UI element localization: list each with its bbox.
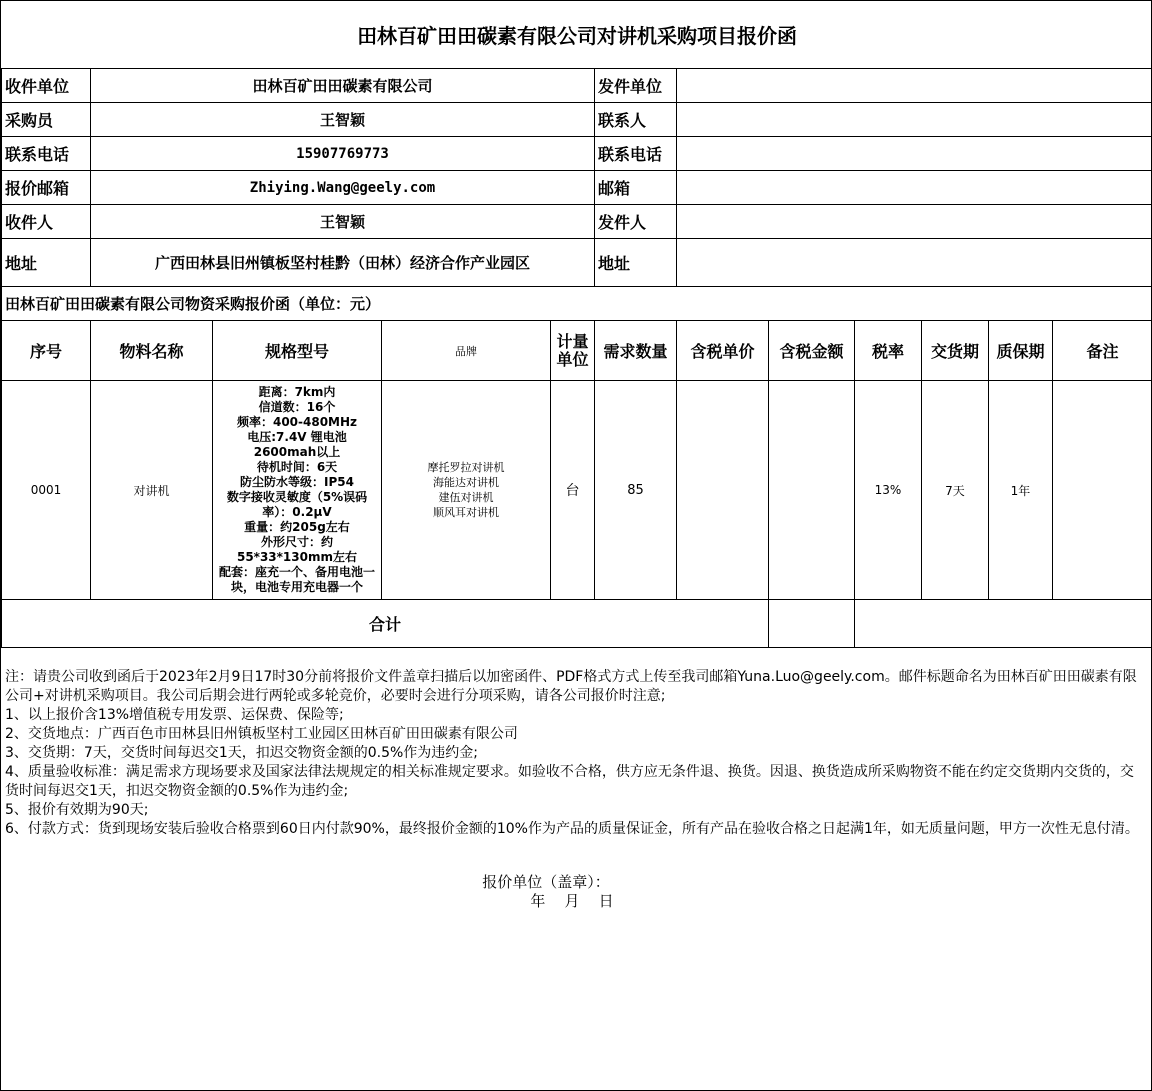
note-intro: 注：请贵公司收到函后于2023年2月9日17时30分前将报价文件盖章扫描后以加密函件、PDF格式方式上传至我司邮箱Yuna.Luo@geely.com。邮件标题命名为田林百矿田田碳素有限公司+对讲机采购项目。我公司后期会进行两轮或多轮竞价，必要时会进行分项采购，请各公司报价时注意; [5, 669, 1137, 704]
phone-value: 15907769773 [91, 137, 595, 171]
item-unit: 台 [551, 381, 595, 600]
notes-section [1, 648, 1151, 839]
item-name: 对讲机 [91, 381, 213, 600]
note-item: 5、报价有效期为90天; [5, 802, 149, 818]
spec-line: 重量：约205g左右 [244, 520, 350, 534]
note-item: 2、交货地点：广西百色市田林县旧州镇板坚村工业园区田林百矿田田碳素有限公司 [5, 726, 518, 742]
total-label: 合计 [2, 600, 769, 648]
buyer-label: 采购员 [2, 103, 91, 137]
item-warranty: 1年 [989, 381, 1053, 600]
sender-phone-value[interactable] [677, 137, 1152, 171]
email-value[interactable] [677, 171, 1152, 205]
item-qty: 85 [595, 381, 677, 600]
item-unit-price[interactable] [677, 381, 769, 600]
spec-line: 距离：7km内 [258, 385, 336, 399]
recipient-label: 收件人 [2, 205, 91, 239]
buyer-value: 王智颖 [91, 103, 595, 137]
quote-email-value: Zhiying.Wang@geely.com [91, 171, 595, 205]
sender-address-label: 地址 [595, 239, 677, 287]
quote-email-label: 报价邮箱 [2, 171, 91, 205]
col-header-spec: 规格型号 [213, 321, 382, 381]
spec-line: 待机时间：6天 [256, 460, 338, 474]
col-header-tax: 税率 [855, 321, 922, 381]
sender-unit-value[interactable] [677, 69, 1152, 103]
sender-address-value[interactable] [677, 239, 1152, 287]
total-amount[interactable] [769, 600, 855, 648]
receiver-unit-label: 收件单位 [2, 69, 91, 103]
col-header-no: 序号 [2, 321, 91, 381]
contact-label: 联系人 [595, 103, 677, 137]
address-value: 广西田林县旧州镇板坚村桂黔（田林）经济合作产业园区 [91, 239, 595, 287]
spec-line: 频率：400-480MHz [236, 415, 358, 429]
contact-value[interactable] [677, 103, 1152, 137]
item-spec [213, 381, 382, 600]
column-header-row [2, 321, 1152, 381]
brand-option: 顺风耳对讲机 [433, 506, 499, 519]
signature-date-line: 年 月 日 [530, 892, 614, 910]
col-header-warranty: 质保期 [989, 321, 1053, 381]
col-header-brand: 品牌 [382, 321, 551, 381]
col-header-unit-price: 含税单价 [677, 321, 769, 381]
page-title: 田林百矿田田碳素有限公司对讲机采购项目报价函 [2, 1, 1152, 69]
sender-phone-label: 联系电话 [595, 137, 677, 171]
item-remark[interactable] [1053, 381, 1152, 600]
recipient-value: 王智颖 [91, 205, 595, 239]
col-header-delivery: 交货期 [922, 321, 989, 381]
item-tax: 13% [855, 381, 922, 600]
brand-option: 建伍对讲机 [438, 491, 494, 504]
address-label: 地址 [2, 239, 91, 287]
note-item: 3、交货期：7天，交货时间每迟交1天，扣迟交物资金额的0.5%作为违约金; [5, 745, 479, 761]
note-item: 6、付款方式：货到现场安装后验收合格票到60日内付款90%，最终报价金额的10%作为产品的质量保证金，所有产品在验收合格之日起满1年，如无质量问题，甲方一次性无息付清。 [5, 821, 1139, 837]
section-title: 田林百矿田田碳素有限公司物资采购报价函（单位：元） [2, 287, 1152, 321]
note-item: 4、质量验收标准：满足需求方现场要求及国家法律法规规定的相关标准规定要求。如验收不合格，供方应无条件退、换货。因退、换货造成所采购物资不能在约定交货期内交货的，交货时间每迟交1天，扣迟交物资金额的0.5%作为违约金; [5, 764, 1134, 799]
sender-unit-label: 发件单位 [595, 69, 677, 103]
sender-label: 发件人 [595, 205, 677, 239]
brand-option: 摩托罗拉对讲机 [427, 461, 505, 474]
item-no: 0001 [2, 381, 91, 600]
table-row [2, 381, 1152, 600]
receiver-unit-value: 田林百矿田田碳素有限公司 [91, 69, 595, 103]
col-header-qty: 需求数量 [595, 321, 677, 381]
col-header-amount: 含税金额 [769, 321, 855, 381]
item-delivery: 7天 [922, 381, 989, 600]
spec-line: 外形尺寸：约55*33*130mm左右 [236, 535, 357, 564]
total-rest [855, 600, 1152, 648]
quotation-table [1, 1, 1152, 648]
spec-line: 防尘防水等级：IP54 [240, 475, 354, 489]
col-header-name: 物料名称 [91, 321, 213, 381]
spec-line: 电压:7.4V 锂电池 2600mah以上 [247, 430, 347, 459]
total-row [2, 600, 1152, 648]
phone-label: 联系电话 [2, 137, 91, 171]
brand-option: 海能达对讲机 [433, 476, 499, 489]
spec-line: 信道数：16个 [258, 400, 336, 414]
col-header-unit: 计量单位 [551, 321, 595, 381]
col-header-remark: 备注 [1053, 321, 1152, 381]
item-brands [382, 381, 551, 600]
spec-line: 数字接收灵敏度（5%误码率）：0.2μV [226, 490, 368, 519]
note-item: 1、以上报价含13%增值税专用发票、运保费、保险等; [5, 707, 344, 723]
email-label: 邮箱 [595, 171, 677, 205]
sender-value[interactable] [677, 205, 1152, 239]
signature-unit-line: 报价单位（盖章）： [482, 873, 610, 891]
signature-block [1, 873, 1151, 911]
spec-line: 配套：座充一个、备用电池一块，电池专用充电器一个 [218, 565, 375, 594]
item-amount[interactable] [769, 381, 855, 600]
